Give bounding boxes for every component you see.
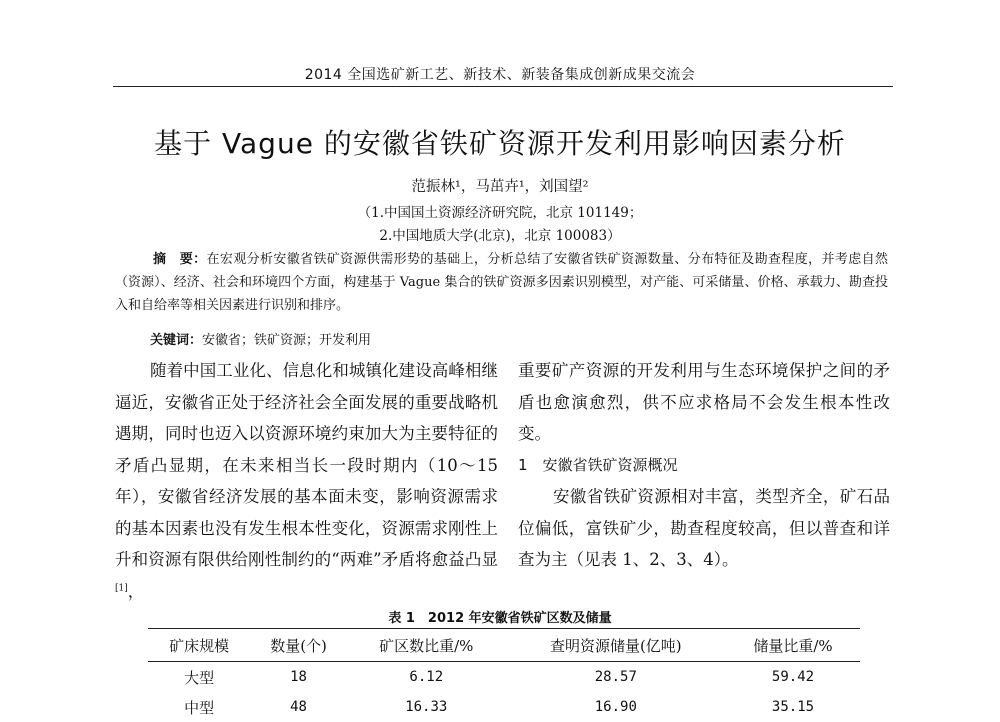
table-cell: 28.57 xyxy=(594,669,637,685)
table-row xyxy=(148,692,860,722)
table-header-cell: 矿区数比重/% xyxy=(379,636,474,655)
table-1 xyxy=(148,628,860,722)
left-column-text: 随着中国工业化、信息化和城镇化建设高峰相继逼近，安徽省正处于经济社会全面发展的重要战略机遇期，同时也迈入以资源环境约束加大为主要特征的矛盾凸显期，在未来相当长一段时期内（10～15 年），安徽省经济发展的基本面未变，影响资源需求的基本因素也没有发生根本性变化，资源需求刚性上升和资源有限供给刚性制约的“两难”矛盾将愈益凸显 xyxy=(115,361,498,569)
running-header: 2014 全国选矿新工艺、新技术、新装备集成创新成果交流会 xyxy=(304,67,696,83)
table-cell: 59.42 xyxy=(771,669,815,685)
table-header-cell: 储量比重/% xyxy=(753,636,833,655)
affiliation-2: 2.中国地质大学(北京)，北京 100083） xyxy=(379,228,621,244)
table-cell: 18 xyxy=(290,669,307,685)
abstract-label: 摘 要： xyxy=(153,252,207,267)
left-column-end: ， xyxy=(127,581,145,601)
affiliation-1: （1.中国国土资源经济研究院，北京 101149； xyxy=(357,205,643,221)
keywords xyxy=(150,329,371,348)
right-paragraph-1: 重要矿产资源的开发利用与生态环境保护之间的矛盾也愈演愈烈，供不应求格局不会发生根本性改变。 xyxy=(518,361,890,443)
body-left-column xyxy=(115,355,498,607)
table-cell: 35.15 xyxy=(771,699,815,715)
authors: 范振林¹，马茁卉¹，刘国望² xyxy=(411,179,589,195)
table-cell: 大型 xyxy=(184,668,215,687)
table-header-row xyxy=(148,629,860,662)
table-row xyxy=(148,662,860,693)
table-cell: 16.90 xyxy=(594,699,637,715)
abstract-text: 在宏观分析安徽省铁矿资源供需形势的基础上，分析总结了安徽省铁矿资源数量、分布特征及勘查程度，并考虑自然（资源）、经济、社会和环境四个方面，构建基于 Vague 集合的铁矿资源多因素识别模型，对产能、可采储量、价格、承载力、勘查投入和自给率等相关因素进行识别和排序。 xyxy=(115,252,888,313)
abstract xyxy=(115,248,888,317)
table-header-cell: 查明资源储量(亿吨) xyxy=(549,636,682,655)
header-rule xyxy=(113,86,893,87)
right-paragraph-2: 安徽省铁矿资源相对丰富，类型齐全，矿石品位偏低，富铁矿少，勘查程度较高，但以普查和详查为主（见表 1、2、3、4）。 xyxy=(518,487,890,569)
table-cell: 中型 xyxy=(184,698,215,717)
table-header-cell: 数量(个) xyxy=(270,636,327,655)
table-caption: 表 1 2012 年安徽省铁矿区数及储量 xyxy=(388,611,612,626)
table-header-cell: 矿床规模 xyxy=(169,636,230,655)
keywords-text: 安徽省；铁矿资源；开发利用 xyxy=(202,333,372,348)
table-cell: 48 xyxy=(290,699,307,715)
keywords-label: 关键词： xyxy=(150,333,203,348)
table-cell: 6.12 xyxy=(409,669,444,685)
body-right-column xyxy=(518,355,890,576)
paper-title: 基于 Vague 的安徽省铁矿资源开发利用影响因素分析 xyxy=(154,127,846,160)
citation-ref: [1] xyxy=(115,583,128,593)
table-cell: 16.33 xyxy=(405,699,448,715)
section-heading: 1 安徽省铁矿资源概况 xyxy=(518,455,678,474)
